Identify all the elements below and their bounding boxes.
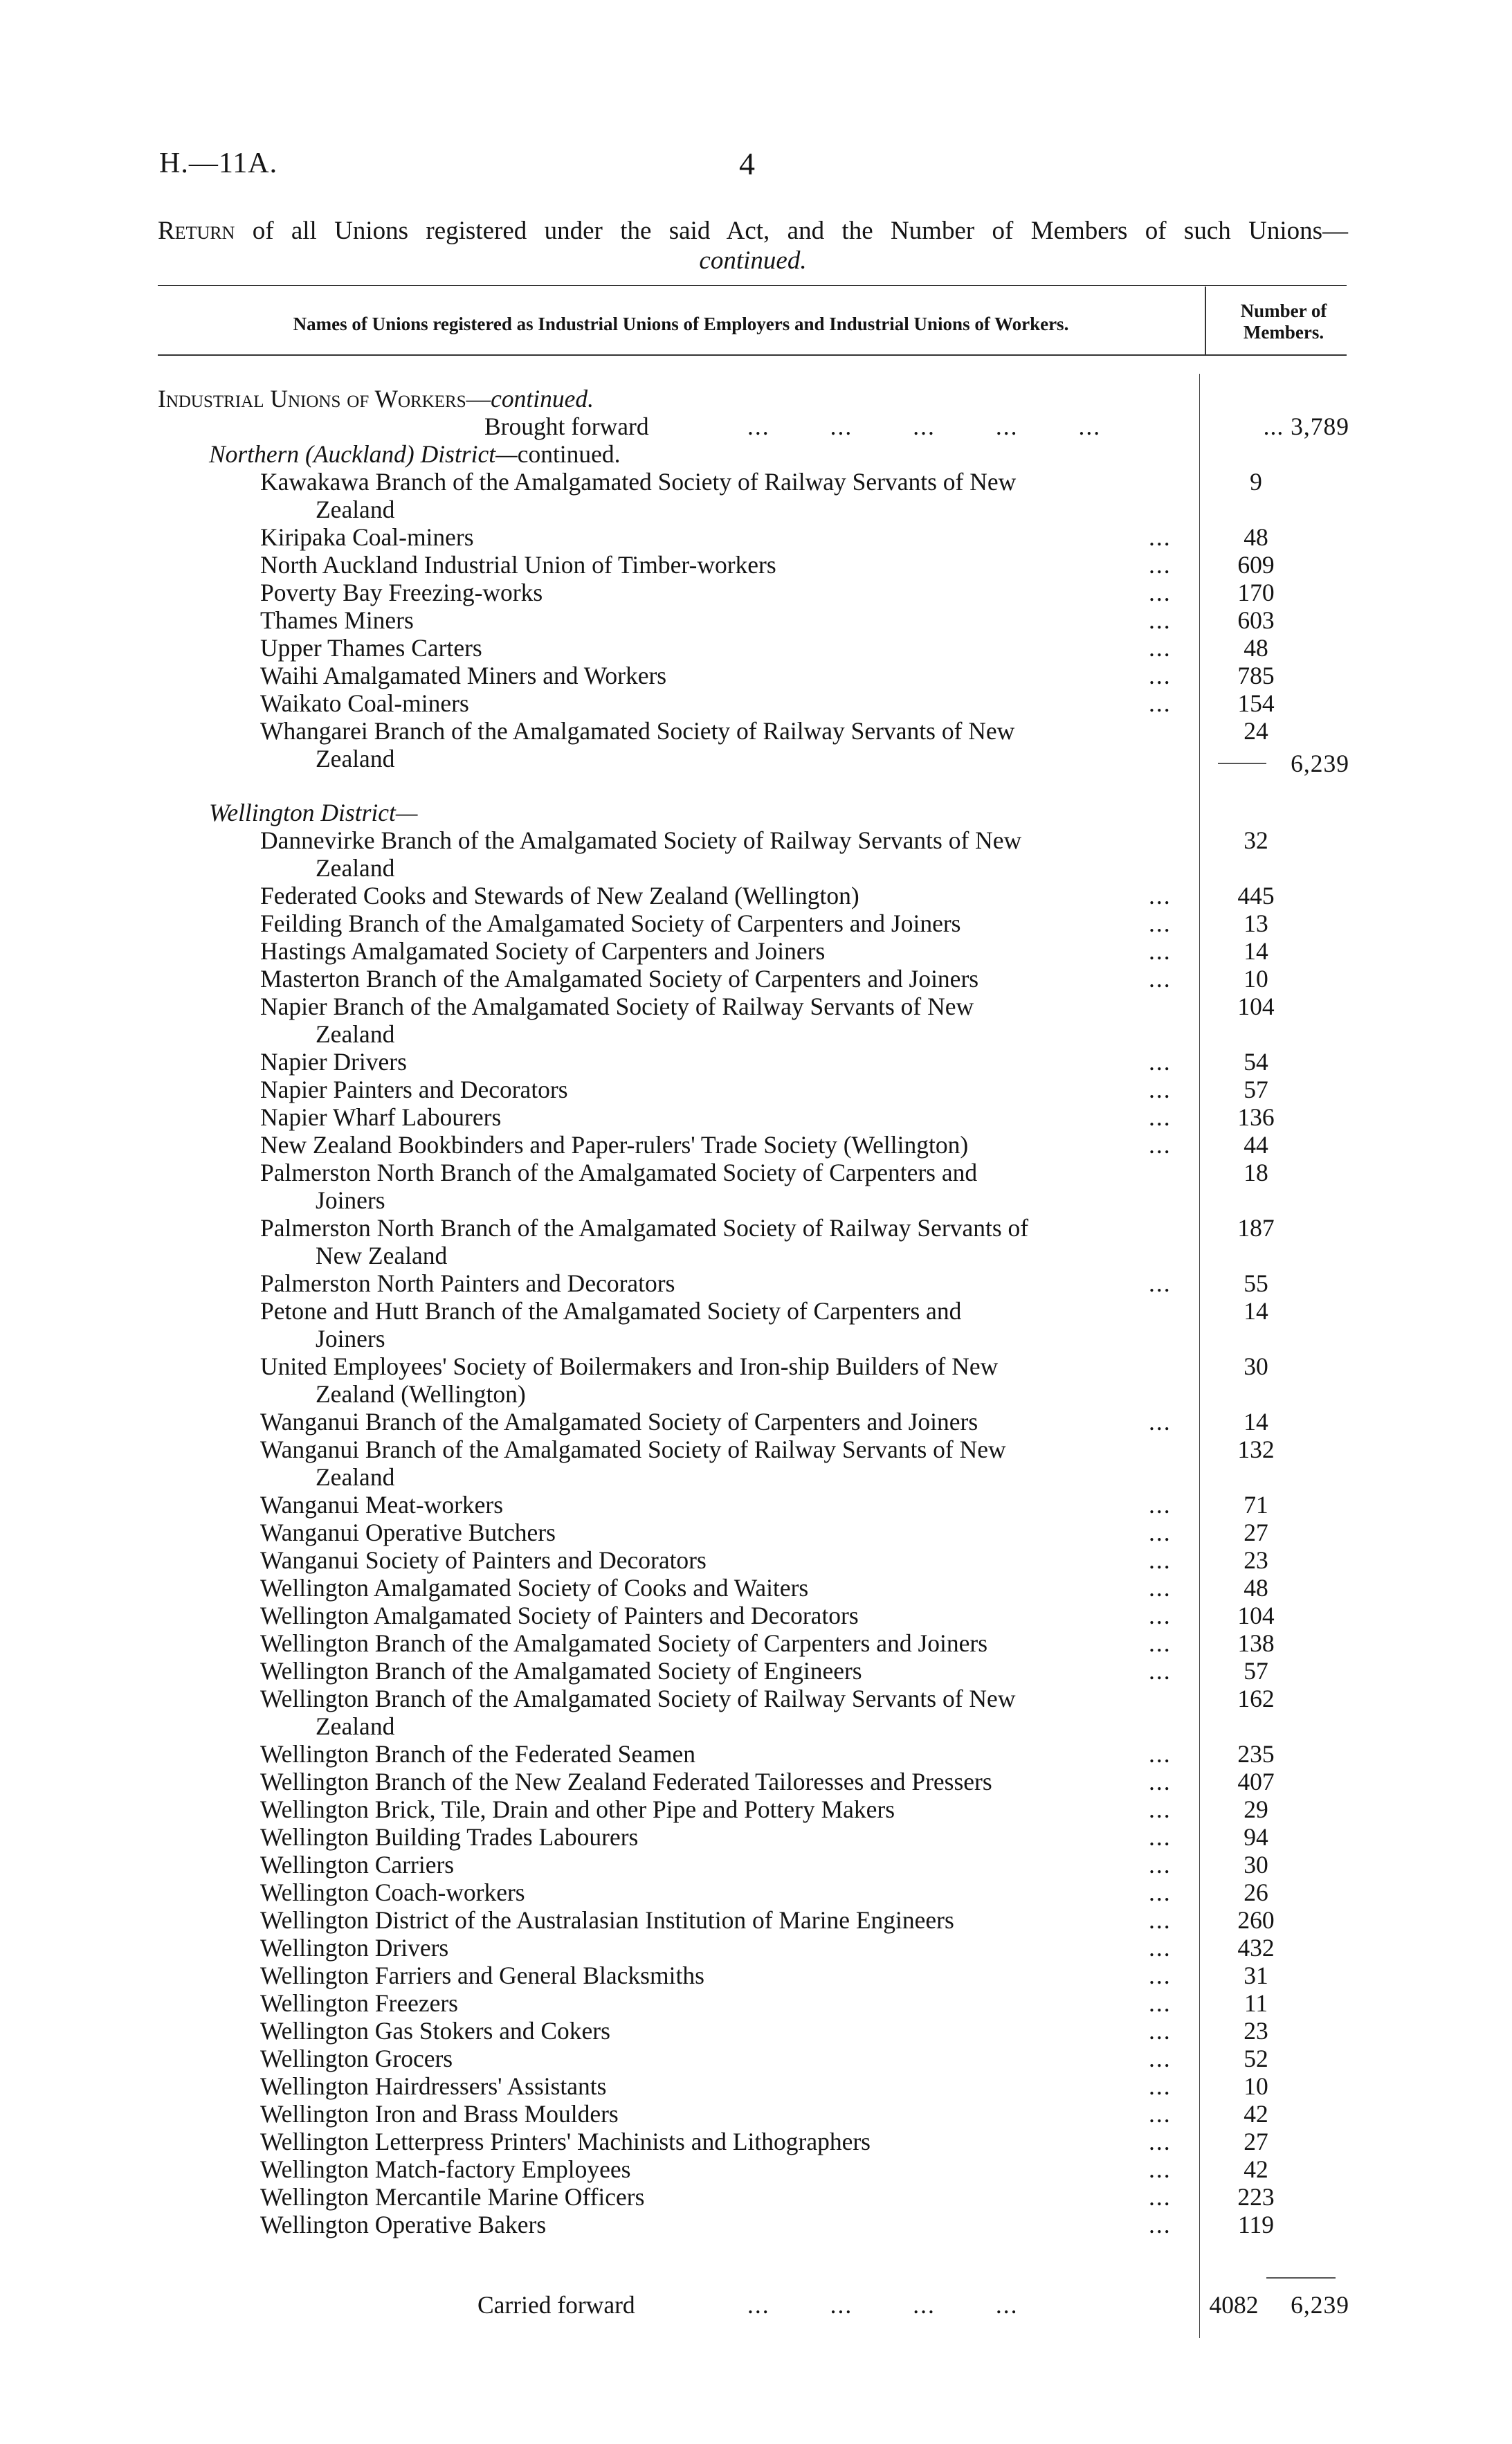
- member-count: 57: [1244, 1657, 1268, 1685]
- leader-dots: ...: [1149, 606, 1172, 634]
- union-name: Hastings Amalgamated Society of Carpenters and Joiners: [260, 937, 826, 965]
- member-count: 27: [1244, 2128, 1268, 2155]
- northern-district-heading-label: Northern (Auckland) District—: [209, 440, 518, 468]
- leader-dots: ...: [1149, 1546, 1172, 1574]
- member-count: 31: [1244, 1962, 1268, 1989]
- member-count: 104: [1237, 1602, 1275, 1629]
- member-count: 9: [1250, 468, 1262, 496]
- union-name: Whangarei Branch of the Amalgamated Society of Railway Servants of New: [260, 717, 1015, 745]
- leader-dots: ...: [1149, 1408, 1172, 1436]
- member-count: 14: [1244, 937, 1268, 965]
- leader-dots: ...: [1149, 2128, 1172, 2155]
- member-count: 13: [1244, 909, 1268, 937]
- leader-dots: ...: [1149, 1574, 1172, 1602]
- union-name: Wellington Iron and Brass Moulders: [260, 2100, 619, 2128]
- leader-dots: ... ... ... ... ...: [747, 413, 1102, 440]
- leader-dots: ...: [1149, 1076, 1172, 1103]
- member-count: 170: [1237, 579, 1275, 606]
- member-count: 104: [1237, 993, 1275, 1020]
- union-name: Poverty Bay Freezing-works: [260, 579, 543, 606]
- union-name: Thames Miners: [260, 606, 414, 634]
- leader-dots: ...: [1149, 909, 1172, 937]
- leader-dots: ...: [1149, 1602, 1172, 1629]
- member-count: 445: [1237, 882, 1275, 909]
- member-count: 54: [1244, 1048, 1268, 1076]
- union-name: Petone and Hutt Branch of the Amalgamated Society of Carpenters and: [260, 1297, 962, 1325]
- union-name: United Employees' Society of Boilermakers and Iron-ship Builders of New: [260, 1352, 999, 1380]
- leader-dots: ...: [1149, 523, 1172, 551]
- leader-dots: ...: [1149, 2017, 1172, 2045]
- leader-dots: ...: [1149, 662, 1172, 689]
- member-count: 260: [1237, 1906, 1275, 1934]
- union-name: Wellington Amalgamated Society of Painters and Decorators: [260, 1602, 859, 1629]
- union-name: Wellington Match-factory Employees: [260, 2155, 631, 2183]
- title-text: of all Unions registered under the said Act, and the Number of Members of such Unions—: [252, 217, 1348, 245]
- member-count: 18: [1244, 1159, 1268, 1186]
- column-header-names: Names of Unions registered as Industrial Unions of Employers and Industrial Unions of Workers.: [293, 314, 1069, 334]
- leader-dots: ...: [1149, 1795, 1172, 1823]
- member-count: 27: [1244, 1519, 1268, 1546]
- leader-dots: ...: [1149, 2072, 1172, 2100]
- union-name: Wellington District of the Australasian Institution of Marine Engineers: [260, 1906, 954, 1934]
- member-count: 407: [1237, 1768, 1275, 1795]
- leader-dots: ...: [1149, 634, 1172, 662]
- member-count: 235: [1237, 1740, 1275, 1768]
- member-count: 42: [1244, 2155, 1268, 2183]
- leader-dots: ...: [1149, 1491, 1172, 1519]
- section-heading-suffix: continued.: [491, 385, 594, 413]
- union-name: Wellington Grocers: [260, 2045, 453, 2072]
- member-count: 30: [1244, 1352, 1268, 1380]
- union-name: Wellington Branch of the Amalgamated Society of Railway Servants of New: [260, 1685, 1016, 1712]
- member-count: 609: [1237, 551, 1275, 579]
- member-count: 52: [1244, 2045, 1268, 2072]
- union-name: North Auckland Industrial Union of Timber-workers: [260, 551, 776, 579]
- leader-dots: ...: [1149, 2045, 1172, 2072]
- union-name: Feilding Branch of the Amalgamated Society of Carpenters and Joiners: [260, 909, 961, 937]
- union-name: Palmerston North Branch of the Amalgamated Society of Carpenters and: [260, 1159, 978, 1186]
- member-count: 94: [1244, 1823, 1268, 1851]
- union-name: Waikato Coal-miners: [260, 689, 469, 717]
- union-name: Napier Wharf Labourers: [260, 1103, 502, 1131]
- member-count: 14: [1244, 1408, 1268, 1436]
- carried-forward-label: Carried forward: [477, 2291, 635, 2319]
- rule-top: [158, 285, 1347, 286]
- northern-district-heading-suffix: continued.: [517, 440, 621, 468]
- leader-dots: ...: [1149, 1048, 1172, 1076]
- member-count: 14: [1244, 1297, 1268, 1325]
- leader-dots: ...: [1149, 1962, 1172, 1989]
- column-header-members-line2: Members.: [1243, 322, 1324, 343]
- union-name: Wellington Freezers: [260, 1989, 458, 2017]
- member-count: 23: [1244, 2017, 1268, 2045]
- member-count: 138: [1237, 1629, 1275, 1657]
- member-count: 57: [1244, 1076, 1268, 1103]
- northern-district-heading: [209, 440, 621, 468]
- member-count: 42: [1244, 2100, 1268, 2128]
- member-count: 29: [1244, 1795, 1268, 1823]
- leader-dots: ...: [1149, 1629, 1172, 1657]
- leader-dots: ...: [1149, 1519, 1172, 1546]
- rule-members-column: [1199, 374, 1200, 2338]
- union-name: Waihi Amalgamated Miners and Workers: [260, 662, 667, 689]
- union-name: Kawakawa Branch of the Amalgamated Society of Railway Servants of New: [260, 468, 1017, 496]
- leader-dots: ...: [1149, 579, 1172, 606]
- union-name-continued: Zealand: [316, 1463, 395, 1491]
- union-name: Wellington Brick, Tile, Drain and other Pipe and Pottery Makers: [260, 1795, 895, 1823]
- brought-forward-value: ... 3,789: [1263, 413, 1349, 440]
- union-name: Napier Drivers: [260, 1048, 407, 1076]
- union-name-continued: Joiners: [316, 1186, 385, 1214]
- column-header-members: [1218, 300, 1349, 343]
- member-count: 48: [1244, 634, 1268, 662]
- leader-dots: ...: [1149, 937, 1172, 965]
- leader-dots: ...: [1149, 1879, 1172, 1906]
- leader-dots: ...: [1149, 965, 1172, 993]
- union-name: Wellington Amalgamated Society of Cooks and Waiters: [260, 1574, 809, 1602]
- leader-dots: ...: [1149, 1131, 1172, 1159]
- union-name: Wellington Farriers and General Blacksmiths: [260, 1962, 704, 1989]
- union-name: Wanganui Society of Painters and Decorators: [260, 1546, 707, 1574]
- page-title: [158, 216, 1348, 275]
- union-name: Federated Cooks and Stewards of New Zealand (Wellington): [260, 882, 859, 909]
- union-name: Wellington Operative Bakers: [260, 2211, 547, 2238]
- union-name: Wellington Coach-workers: [260, 1879, 525, 1906]
- leader-dots: ...: [1149, 1934, 1172, 1962]
- union-name: Wellington Building Trades Labourers: [260, 1823, 639, 1851]
- union-name: Wanganui Branch of the Amalgamated Society of Carpenters and Joiners: [260, 1408, 978, 1436]
- leader-dots: ...: [1149, 2183, 1172, 2211]
- member-count: 30: [1244, 1851, 1268, 1879]
- union-name-continued: Zealand: [316, 745, 395, 772]
- union-name-continued: Zealand (Wellington): [316, 1380, 526, 1408]
- union-name: Wanganui Meat-workers: [260, 1491, 504, 1519]
- leader-dots: ...: [1149, 551, 1172, 579]
- wellington-district-heading: [209, 799, 417, 826]
- leader-dots: ...: [1149, 1989, 1172, 2017]
- leader-dots: ...: [1149, 1906, 1172, 1934]
- member-count: 119: [1238, 2211, 1274, 2238]
- rule-header-divider: [1205, 287, 1206, 354]
- northern-subtotal: 6,239: [1291, 750, 1349, 777]
- union-name: Wanganui Operative Butchers: [260, 1519, 556, 1546]
- carried-forward-total: 6,239: [1291, 2291, 1349, 2319]
- leader-dots: ...: [1149, 1269, 1172, 1297]
- union-name: Wellington Hairdressers' Assistants: [260, 2072, 607, 2100]
- title-lead: Return: [158, 217, 235, 245]
- page-id: H.—11A.: [159, 147, 278, 179]
- member-count: 71: [1244, 1491, 1268, 1519]
- leader-dots: ...: [1149, 689, 1172, 717]
- union-name: Napier Painters and Decorators: [260, 1076, 568, 1103]
- union-name: Masterton Branch of the Amalgamated Society of Carpenters and Joiners: [260, 965, 979, 993]
- union-name: Wellington Carriers: [260, 1851, 455, 1879]
- leader-dots: ...: [1149, 1851, 1172, 1879]
- union-name-continued: Zealand: [316, 854, 395, 882]
- member-count: 44: [1244, 1131, 1268, 1159]
- total-rule: [1266, 2277, 1336, 2279]
- union-name-continued: Zealand: [316, 1020, 395, 1048]
- member-count: 48: [1244, 1574, 1268, 1602]
- page-number: 4: [739, 146, 755, 181]
- union-name-continued: Zealand: [316, 1712, 395, 1740]
- union-name: Wellington Drivers: [260, 1934, 449, 1962]
- leader-dots: ...: [1149, 1823, 1172, 1851]
- union-name: Wellington Branch of the Amalgamated Society of Engineers: [260, 1657, 862, 1685]
- union-name: Wellington Branch of the Amalgamated Society of Carpenters and Joiners: [260, 1629, 988, 1657]
- member-count: 32: [1244, 826, 1268, 854]
- member-count: 48: [1244, 523, 1268, 551]
- column-header-members-line1: Number of: [1240, 300, 1327, 321]
- carried-forward-members: 4082: [1209, 2291, 1259, 2319]
- member-count: 136: [1237, 1103, 1275, 1131]
- leader-dots: ... ... ... ...: [747, 2291, 1019, 2319]
- member-count: 432: [1237, 1934, 1275, 1962]
- rule-header-bottom: [158, 354, 1347, 356]
- member-count: 603: [1237, 606, 1275, 634]
- member-count: 10: [1244, 2072, 1268, 2100]
- leader-dots: ...: [1149, 1103, 1172, 1131]
- member-count: 11: [1244, 1989, 1268, 2017]
- leader-dots: ...: [1149, 1740, 1172, 1768]
- leader-dots: ...: [1149, 1768, 1172, 1795]
- title-suffix: continued.: [699, 246, 807, 275]
- leader-dots: ...: [1149, 2100, 1172, 2128]
- union-name: Napier Branch of the Amalgamated Society of Railway Servants of New: [260, 993, 974, 1020]
- union-name: Wellington Branch of the Federated Seamen: [260, 1740, 696, 1768]
- member-count: 23: [1244, 1546, 1268, 1574]
- member-count: 24: [1244, 717, 1268, 745]
- union-name: Palmerston North Branch of the Amalgamated Society of Railway Servants of: [260, 1214, 1029, 1242]
- union-name-continued: Joiners: [316, 1325, 385, 1352]
- member-count: 223: [1237, 2183, 1275, 2211]
- section-heading-label: Industrial Unions of Workers—: [158, 385, 491, 413]
- union-name: Wellington Mercantile Marine Officers: [260, 2183, 645, 2211]
- union-name: Wanganui Branch of the Amalgamated Society of Railway Servants of New: [260, 1436, 1006, 1463]
- wellington-district-heading-label: Wellington District—: [209, 799, 418, 826]
- member-count: 785: [1237, 662, 1275, 689]
- member-count: 132: [1237, 1436, 1275, 1463]
- leader-dots: ...: [1149, 2155, 1172, 2183]
- member-count: 55: [1244, 1269, 1268, 1297]
- leader-dots: ...: [1149, 882, 1172, 909]
- leader-dots: ...: [1149, 2211, 1172, 2238]
- union-name: Palmerston North Painters and Decorators: [260, 1269, 675, 1297]
- union-name: Wellington Gas Stokers and Cokers: [260, 2017, 610, 2045]
- member-count: 187: [1237, 1214, 1275, 1242]
- leader-dots: ...: [1149, 1657, 1172, 1685]
- union-name-continued: New Zealand: [316, 1242, 448, 1269]
- union-name: Dannevirke Branch of the Amalgamated Society of Railway Servants of New: [260, 826, 1022, 854]
- member-count: 162: [1237, 1685, 1275, 1712]
- union-name-continued: Zealand: [316, 496, 395, 523]
- brought-forward-label: Brought forward: [484, 413, 649, 440]
- member-count: 26: [1244, 1879, 1268, 1906]
- member-count: 154: [1237, 689, 1275, 717]
- union-name: New Zealand Bookbinders and Paper-rulers' Trade Society (Wellington): [260, 1131, 969, 1159]
- union-name: Kiripaka Coal-miners: [260, 523, 474, 551]
- union-name: Wellington Letterpress Printers' Machinists and Lithographers: [260, 2128, 871, 2155]
- section-heading: [158, 385, 594, 413]
- union-name: Wellington Branch of the New Zealand Federated Tailoresses and Pressers: [260, 1768, 992, 1795]
- member-count: 10: [1244, 965, 1268, 993]
- union-name: Upper Thames Carters: [260, 634, 482, 662]
